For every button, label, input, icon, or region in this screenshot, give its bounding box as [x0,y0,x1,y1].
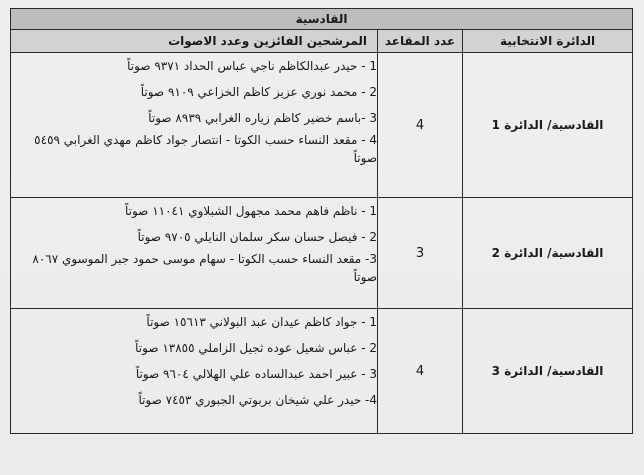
candidate-line: 3 - عبير احمد عبدالساده علي الهلالي ٩٦٠٤ صوتاً [135,367,378,381]
candidate-line: 2 - فيصل حسان سكر سلمان النايلي ٩٧٠٥ صوتاً [137,230,378,244]
table-title-row [11,9,633,30]
seats-cell: 4 [378,309,463,434]
candidate-line: 2 - محمد نوري عزيز كاظم الخزاعي ٩١٠٩ صوتاً [140,85,378,99]
seats-cell: 4 [378,53,463,198]
table-row [11,53,633,198]
district-cell: القادسية/ الدائرة 1 [463,53,633,198]
candidates-cell [11,198,378,309]
election-results-table [10,8,633,434]
candidate-line: 3 -باسم خضير كاظم زياره الغرابي ٨٩٣٩ صوتاً [148,111,378,125]
candidate-line: 4 - مقعد النساء حسب الكوتا - انتصار جواد كاظم مهدي الغرابي ٥٤٥٩ صوتاً [34,133,378,165]
candidate-line: 1 - جواد كاظم عيدان عبد البولاني ١٥٦١٣ صوتاً [146,315,378,329]
candidate-line: 4- حيدر علي شيخان بربوتي الجبوري ٧٤٥٣ صوتاً [138,393,378,407]
header-seats: عدد المقاعد [378,30,463,53]
table-header-row [11,30,633,53]
table-row [11,309,633,434]
seats-cell: 3 [378,198,463,309]
candidate-line: 3- مقعد النساء حسب الكوتا - سهام موسى حمود جبر الموسوي ٨٠٦٧ صوتاً [32,252,378,284]
candidates-cell [11,309,378,434]
table-row [11,198,633,309]
header-candidates: المرشحين الفائزين وعدد الاصوات [11,30,378,53]
district-cell: القادسية/ الدائرة 2 [463,198,633,309]
candidate-line: 2 - عباس شعيل عوده ثجيل الزاملي ١٣٨٥٥ صوتاً [135,341,378,355]
candidates-cell [11,53,378,198]
candidate-line: 1 - ناظم فاهم محمد مجهول الشبلاوي ١١٠٤١ صوتاً [124,204,378,218]
candidate-line: 1 - حيدر عبدالكاظم ناجي عباس الحداد ٩٣٧١ صوتاً [127,59,378,73]
district-cell: القادسية/ الدائرة 3 [463,309,633,434]
table-title: القادسية [11,9,633,30]
header-district: الدائرة الانتخابية [463,30,633,53]
